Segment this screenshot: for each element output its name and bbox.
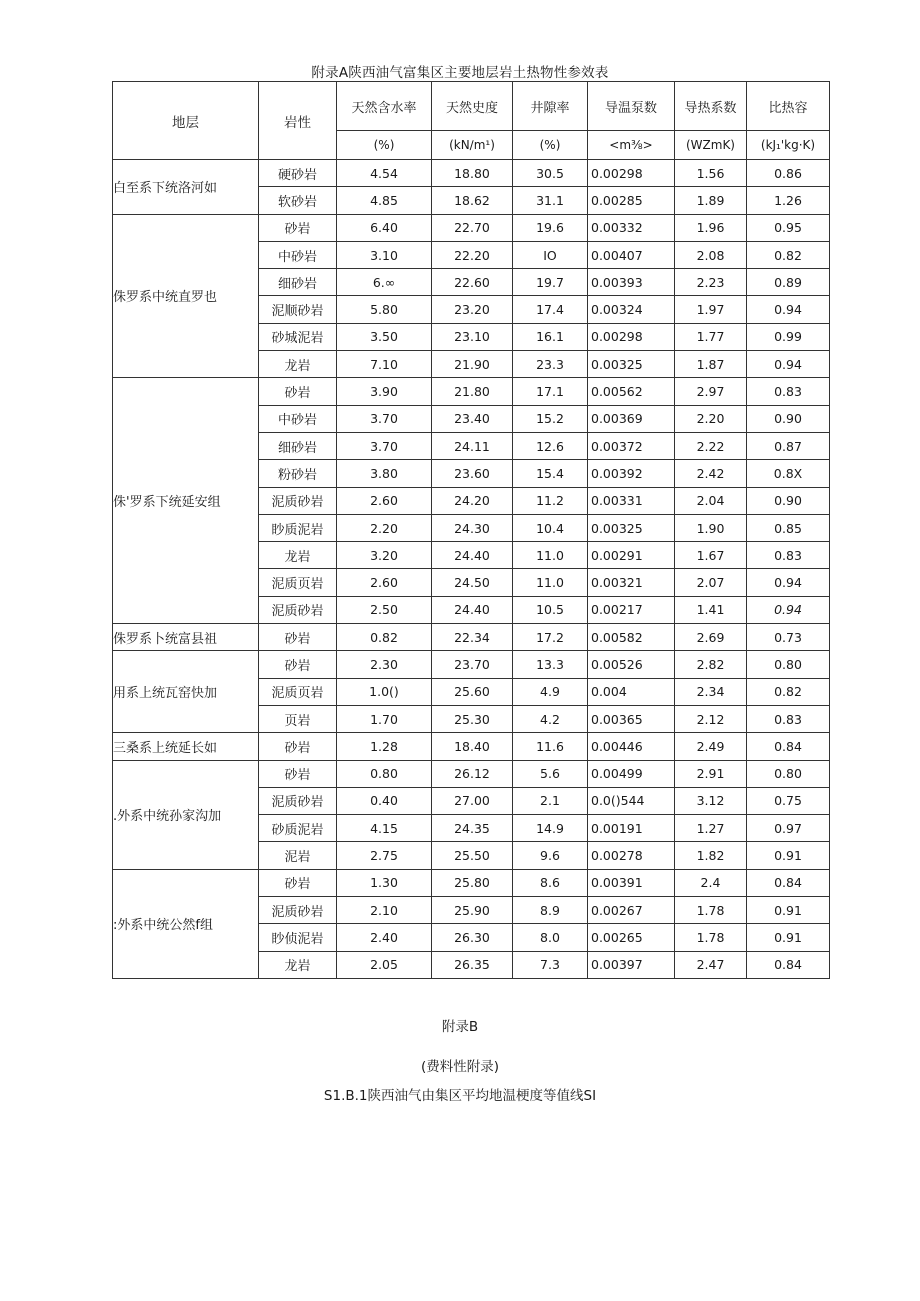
rock-cell: 粉砂岩 [259, 460, 337, 487]
value-cell: 21.90 [432, 351, 513, 378]
rock-cell: 砂城泥岩 [259, 323, 337, 350]
value-cell: 0.83 [747, 705, 830, 732]
value-cell: 0.00298 [588, 160, 675, 187]
value-cell: 1.97 [675, 296, 747, 323]
value-cell: 0.91 [747, 924, 830, 951]
value-cell: 4.2 [513, 705, 588, 732]
value-cell: 25.80 [432, 869, 513, 896]
value-cell: 0.90 [747, 487, 830, 514]
value-cell: 0.00392 [588, 460, 675, 487]
value-cell: 2.1 [513, 787, 588, 814]
value-cell: 3.20 [337, 542, 432, 569]
value-cell: 0.83 [747, 378, 830, 405]
rock-cell: 硬砂岩 [259, 160, 337, 187]
value-cell: 11.2 [513, 487, 588, 514]
value-cell: 2.08 [675, 241, 747, 268]
table-row [113, 733, 830, 760]
value-cell: 19.7 [513, 269, 588, 296]
value-cell: 1.96 [675, 214, 747, 241]
formation-cell: 侏'罗系下统延安组 [113, 378, 259, 624]
value-cell: 25.30 [432, 705, 513, 732]
value-cell: 17.4 [513, 296, 588, 323]
value-cell: 21.80 [432, 378, 513, 405]
value-cell: 11.0 [513, 542, 588, 569]
value-cell: 1.56 [675, 160, 747, 187]
value-cell: 2.23 [675, 269, 747, 296]
value-cell: 18.62 [432, 187, 513, 214]
value-cell: 3.80 [337, 460, 432, 487]
value-cell: 1.27 [675, 815, 747, 842]
value-cell: 1.67 [675, 542, 747, 569]
value-cell: 3.70 [337, 405, 432, 432]
formation-cell: 侏罗系卜统富县祖 [113, 624, 259, 651]
rock-cell: 砂岩 [259, 760, 337, 787]
value-cell: 0.97 [747, 815, 830, 842]
rock-cell: 砂岩 [259, 378, 337, 405]
value-cell: 0.91 [747, 897, 830, 924]
value-cell: 4.85 [337, 187, 432, 214]
value-cell: 31.1 [513, 187, 588, 214]
value-cell: 2.50 [337, 596, 432, 623]
value-cell: 9.6 [513, 842, 588, 869]
rock-cell: 泥质砂岩 [259, 787, 337, 814]
value-cell: 0.00265 [588, 924, 675, 951]
value-cell: 23.10 [432, 323, 513, 350]
rock-cell: 眇侦泥岩 [259, 924, 337, 951]
value-cell: 8.9 [513, 897, 588, 924]
value-cell: 24.20 [432, 487, 513, 514]
value-cell: 22.70 [432, 214, 513, 241]
value-cell: 1.78 [675, 924, 747, 951]
value-cell: 11.6 [513, 733, 588, 760]
value-cell: 2.34 [675, 678, 747, 705]
value-cell: 1.77 [675, 323, 747, 350]
unit-thermal-diffusivity: <m⅜> [588, 131, 675, 160]
value-cell: 25.60 [432, 678, 513, 705]
table-row [113, 214, 830, 241]
value-cell: 15.4 [513, 460, 588, 487]
value-cell: 2.20 [337, 514, 432, 541]
value-cell: 0.87 [747, 432, 830, 459]
header-rock: 岩性 [259, 82, 337, 160]
value-cell: 8.6 [513, 869, 588, 896]
value-cell: 0.83 [747, 542, 830, 569]
value-cell: 2.69 [675, 624, 747, 651]
value-cell: 2.20 [675, 405, 747, 432]
value-cell: 0.73 [747, 624, 830, 651]
value-cell: 26.35 [432, 951, 513, 978]
rock-cell: 页岩 [259, 705, 337, 732]
rock-cell: 泥质页岩 [259, 569, 337, 596]
value-cell: 24.50 [432, 569, 513, 596]
value-cell: 0.99 [747, 323, 830, 350]
value-cell: 25.50 [432, 842, 513, 869]
value-cell: 0.00369 [588, 405, 675, 432]
value-cell: 0.00407 [588, 241, 675, 268]
value-cell: 0.00285 [588, 187, 675, 214]
value-cell: 1.28 [337, 733, 432, 760]
value-cell: 30.5 [513, 160, 588, 187]
value-cell: 0.00267 [588, 897, 675, 924]
value-cell: 0.00393 [588, 269, 675, 296]
value-cell: 7.3 [513, 951, 588, 978]
table-body [113, 160, 830, 979]
value-cell: 0.00278 [588, 842, 675, 869]
value-cell: 8.0 [513, 924, 588, 951]
value-cell: 18.80 [432, 160, 513, 187]
value-cell: 1.30 [337, 869, 432, 896]
value-cell: 6.∞ [337, 269, 432, 296]
value-cell: 0.00325 [588, 351, 675, 378]
value-cell: 0.89 [747, 269, 830, 296]
value-cell: 23.40 [432, 405, 513, 432]
value-cell: 1.26 [747, 187, 830, 214]
value-cell: 19.6 [513, 214, 588, 241]
value-cell: 2.05 [337, 951, 432, 978]
value-cell: 23.60 [432, 460, 513, 487]
value-cell: 0.00391 [588, 869, 675, 896]
value-cell: 2.40 [337, 924, 432, 951]
value-cell: 0.80 [337, 760, 432, 787]
value-cell: 11.0 [513, 569, 588, 596]
value-cell: IO [513, 241, 588, 268]
value-cell: 15.2 [513, 405, 588, 432]
rock-cell: 砂岩 [259, 869, 337, 896]
value-cell: 24.30 [432, 514, 513, 541]
header-porosity: 井隙率 [513, 82, 588, 131]
value-cell: 7.10 [337, 351, 432, 378]
value-cell: 0.82 [337, 624, 432, 651]
value-cell: 2.91 [675, 760, 747, 787]
unit-specific-heat: (kJ₁'kg·K) [747, 131, 830, 160]
value-cell: 3.70 [337, 432, 432, 459]
rock-cell: 龙岩 [259, 351, 337, 378]
value-cell: 0.00291 [588, 542, 675, 569]
value-cell: 22.20 [432, 241, 513, 268]
value-cell: 0.00331 [588, 487, 675, 514]
value-cell: 3.10 [337, 241, 432, 268]
rock-cell: 泥质砂岩 [259, 897, 337, 924]
value-cell: 2.97 [675, 378, 747, 405]
value-cell: 0.95 [747, 214, 830, 241]
value-cell: 0.80 [747, 760, 830, 787]
value-cell: 17.2 [513, 624, 588, 651]
value-cell: 2.60 [337, 487, 432, 514]
value-cell: 0.75 [747, 787, 830, 814]
table-row [113, 624, 830, 651]
value-cell: 10.4 [513, 514, 588, 541]
rock-cell: 泥岩 [259, 842, 337, 869]
rock-cell: 龙岩 [259, 542, 337, 569]
value-cell: 2.10 [337, 897, 432, 924]
rock-cell: 砂岩 [259, 733, 337, 760]
appendix-b-subtitle: (费料性附录) [420, 1059, 500, 1075]
header-water-content: 天然含水率 [337, 82, 432, 131]
value-cell: 0.00332 [588, 214, 675, 241]
value-cell: 1.89 [675, 187, 747, 214]
header-thermal-conductivity: 导热系数 [675, 82, 747, 131]
value-cell: 0.00562 [588, 378, 675, 405]
rock-cell: 细砂岩 [259, 269, 337, 296]
value-cell: 0.94 [747, 296, 830, 323]
rock-cell: 软砂岩 [259, 187, 337, 214]
formation-cell: 用系上统瓦窑快加 [113, 651, 259, 733]
value-cell: 3.50 [337, 323, 432, 350]
value-cell: 0.00446 [588, 733, 675, 760]
value-cell: 0.94 [747, 351, 830, 378]
value-cell: 27.00 [432, 787, 513, 814]
value-cell: 0.85 [747, 514, 830, 541]
value-cell: 10.5 [513, 596, 588, 623]
value-cell: 3.90 [337, 378, 432, 405]
rock-cell: 砂岩 [259, 624, 337, 651]
formation-cell: .外系中统孙家沟加 [113, 760, 259, 869]
value-cell: 0.00325 [588, 514, 675, 541]
unit-porosity: (%) [513, 131, 588, 160]
value-cell: 0.94 [747, 569, 830, 596]
value-cell: 0.82 [747, 241, 830, 268]
rock-cell: 细砂岩 [259, 432, 337, 459]
rock-cell: 泥质砂岩 [259, 487, 337, 514]
formation-cell: 侏罗系中统直罗也 [113, 214, 259, 378]
table-row [113, 651, 830, 678]
unit-thermal-conductivity: (WZmK) [675, 131, 747, 160]
value-cell: 24.35 [432, 815, 513, 842]
value-cell: 0.91 [747, 842, 830, 869]
value-cell: 0.8X [747, 460, 830, 487]
value-cell: 0.00499 [588, 760, 675, 787]
figure-caption: S1.B.1陕西油气由集区平均地温梗度等值线SI [323, 1088, 597, 1104]
value-cell: 1.87 [675, 351, 747, 378]
value-cell: 0.00217 [588, 596, 675, 623]
value-cell: 1.78 [675, 897, 747, 924]
appendix-b-title: 附录B [441, 1019, 479, 1035]
value-cell: 0.0()544 [588, 787, 675, 814]
rock-cell: 中砂岩 [259, 405, 337, 432]
rock-cell: 泥质页岩 [259, 678, 337, 705]
header-specific-heat: 比热容 [747, 82, 830, 131]
value-cell: 23.20 [432, 296, 513, 323]
value-cell: 1.41 [675, 596, 747, 623]
value-cell: 25.90 [432, 897, 513, 924]
rock-cell: 中砂岩 [259, 241, 337, 268]
value-cell: 0.94 [747, 596, 830, 623]
value-cell: 0.00321 [588, 569, 675, 596]
value-cell: 18.40 [432, 733, 513, 760]
value-cell: 24.40 [432, 596, 513, 623]
value-cell: 0.00324 [588, 296, 675, 323]
value-cell: 2.82 [675, 651, 747, 678]
value-cell: 3.12 [675, 787, 747, 814]
value-cell: 22.60 [432, 269, 513, 296]
value-cell: 4.54 [337, 160, 432, 187]
value-cell: 6.40 [337, 214, 432, 241]
value-cell: 0.00397 [588, 951, 675, 978]
value-cell: 2.49 [675, 733, 747, 760]
value-cell: 2.42 [675, 460, 747, 487]
value-cell: 2.12 [675, 705, 747, 732]
value-cell: 0.00526 [588, 651, 675, 678]
unit-water-content: (%) [337, 131, 432, 160]
value-cell: 24.40 [432, 542, 513, 569]
rock-cell: 砂岩 [259, 214, 337, 241]
value-cell: 1.82 [675, 842, 747, 869]
value-cell: 5.6 [513, 760, 588, 787]
value-cell: 1.0() [337, 678, 432, 705]
value-cell: 2.04 [675, 487, 747, 514]
rock-cell: 砂岩 [259, 651, 337, 678]
table-row [113, 378, 830, 405]
value-cell: 0.004 [588, 678, 675, 705]
value-cell: 0.90 [747, 405, 830, 432]
value-cell: 0.84 [747, 869, 830, 896]
value-cell: 0.00365 [588, 705, 675, 732]
value-cell: 2.07 [675, 569, 747, 596]
rock-cell: 眇质泥岩 [259, 514, 337, 541]
value-cell: 0.86 [747, 160, 830, 187]
table-row [113, 869, 830, 896]
value-cell: 16.1 [513, 323, 588, 350]
value-cell: 0.00372 [588, 432, 675, 459]
value-cell: 0.80 [747, 651, 830, 678]
value-cell: 0.84 [747, 733, 830, 760]
value-cell: 2.60 [337, 569, 432, 596]
value-cell: 2.30 [337, 651, 432, 678]
table-row [113, 160, 830, 187]
value-cell: 14.9 [513, 815, 588, 842]
value-cell: 1.70 [337, 705, 432, 732]
value-cell: 2.75 [337, 842, 432, 869]
value-cell: 1.90 [675, 514, 747, 541]
rock-cell: 砂质泥岩 [259, 815, 337, 842]
value-cell: 24.11 [432, 432, 513, 459]
value-cell: 13.3 [513, 651, 588, 678]
value-cell: 17.1 [513, 378, 588, 405]
table-title: 附录A陕西油气富集区主要地层岩土热物性参效表 [311, 65, 609, 81]
thermal-parameters-table [112, 81, 830, 979]
value-cell: 12.6 [513, 432, 588, 459]
value-cell: 0.82 [747, 678, 830, 705]
value-cell: 0.00582 [588, 624, 675, 651]
header-formation: 地层 [113, 82, 259, 160]
value-cell: 23.3 [513, 351, 588, 378]
value-cell: 4.15 [337, 815, 432, 842]
formation-cell: 三桑系上统延长如 [113, 733, 259, 760]
header-thermal-diffusivity: 导温泵数 [588, 82, 675, 131]
table-row [113, 760, 830, 787]
value-cell: 22.34 [432, 624, 513, 651]
value-cell: 0.00191 [588, 815, 675, 842]
formation-cell: 白至系下统洛河如 [113, 160, 259, 215]
formation-cell: :外系中统公然f组 [113, 869, 259, 978]
unit-density: (kN∕m¹) [432, 131, 513, 160]
value-cell: 26.30 [432, 924, 513, 951]
value-cell: 26.12 [432, 760, 513, 787]
header-density: 天然史度 [432, 82, 513, 131]
value-cell: 0.40 [337, 787, 432, 814]
rock-cell: 泥质砂岩 [259, 596, 337, 623]
value-cell: 23.70 [432, 651, 513, 678]
rock-cell: 泥顺砂岩 [259, 296, 337, 323]
value-cell: 2.22 [675, 432, 747, 459]
value-cell: 2.4 [675, 869, 747, 896]
value-cell: 2.47 [675, 951, 747, 978]
value-cell: 0.00298 [588, 323, 675, 350]
value-cell: 4.9 [513, 678, 588, 705]
rock-cell: 龙岩 [259, 951, 337, 978]
value-cell: 0.84 [747, 951, 830, 978]
value-cell: 5.80 [337, 296, 432, 323]
